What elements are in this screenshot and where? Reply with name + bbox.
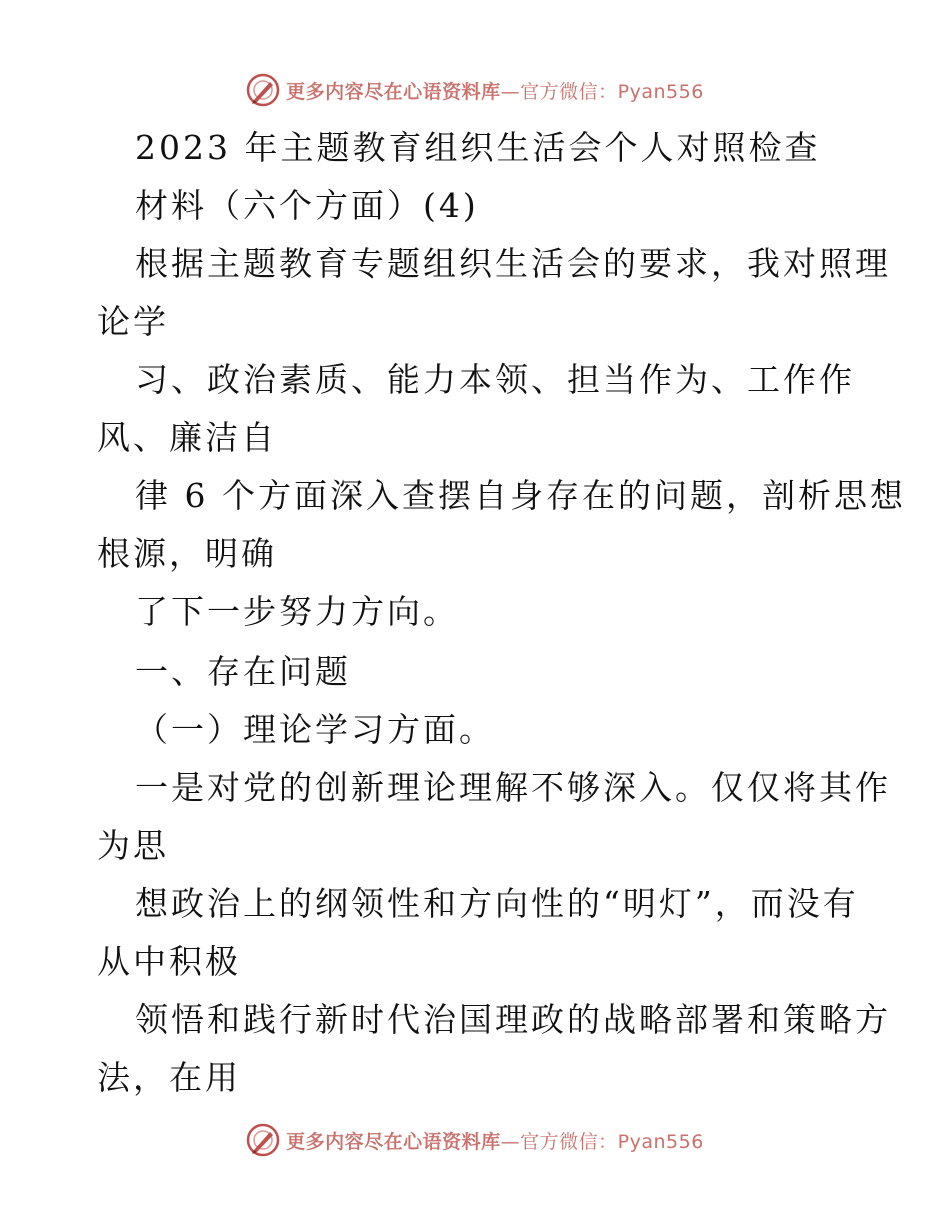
text-line: 为思 bbox=[97, 826, 169, 865]
pen-logo-icon bbox=[246, 1123, 280, 1157]
text-line: 论学 bbox=[97, 302, 169, 341]
text-line: 领悟和践行新时代治国理政的战略部署和策略方 bbox=[135, 1000, 891, 1039]
watermark-site: 更多内容尽在心语资料库 bbox=[286, 80, 501, 103]
watermark-site: 更多内容尽在心语资料库 bbox=[286, 1130, 501, 1153]
watermark-text bbox=[286, 1127, 704, 1154]
text-line: 想政治上的纲领性和方向性的“明灯”，而没有 bbox=[135, 884, 859, 923]
pen-logo-icon bbox=[246, 73, 280, 107]
text-line: 了下一步努力方向。 bbox=[135, 592, 459, 631]
watermark-contact: 官方微信：Pyan556 bbox=[520, 1130, 704, 1153]
text-line: 习、政治素质、能力本领、担当作为、工作作 bbox=[135, 360, 855, 399]
text-line: 根源，明确 bbox=[97, 534, 277, 573]
watermark-banner-bottom bbox=[0, 1120, 950, 1160]
text-line: 一是对党的创新理论理解不够深入。仅仅将其作 bbox=[135, 768, 891, 807]
text-line: 从中积极 bbox=[97, 942, 241, 981]
watermark-contact: 官方微信：Pyan556 bbox=[520, 80, 704, 103]
watermark-separator: — bbox=[500, 1130, 521, 1153]
section-heading: 一、存在问题 bbox=[135, 652, 351, 691]
text-line: 风、廉洁自 bbox=[97, 418, 277, 457]
watermark-separator: — bbox=[500, 80, 521, 103]
document-title-line-1: 2023 年主题教育组织生活会个人对照检查 bbox=[135, 128, 821, 167]
text-line: 律 6 个方面深入查摆自身存在的问题，剖析思想 bbox=[135, 476, 906, 515]
text-line: 法，在用 bbox=[97, 1058, 241, 1097]
subsection-heading: （一）理论学习方面。 bbox=[135, 710, 495, 749]
document-title-line-2: 材料（六个方面）(4) bbox=[135, 186, 479, 225]
watermark-text bbox=[286, 77, 704, 104]
watermark-banner-top bbox=[0, 70, 950, 110]
text-line: 根据主题教育专题组织生活会的要求，我对照理 bbox=[135, 244, 891, 283]
